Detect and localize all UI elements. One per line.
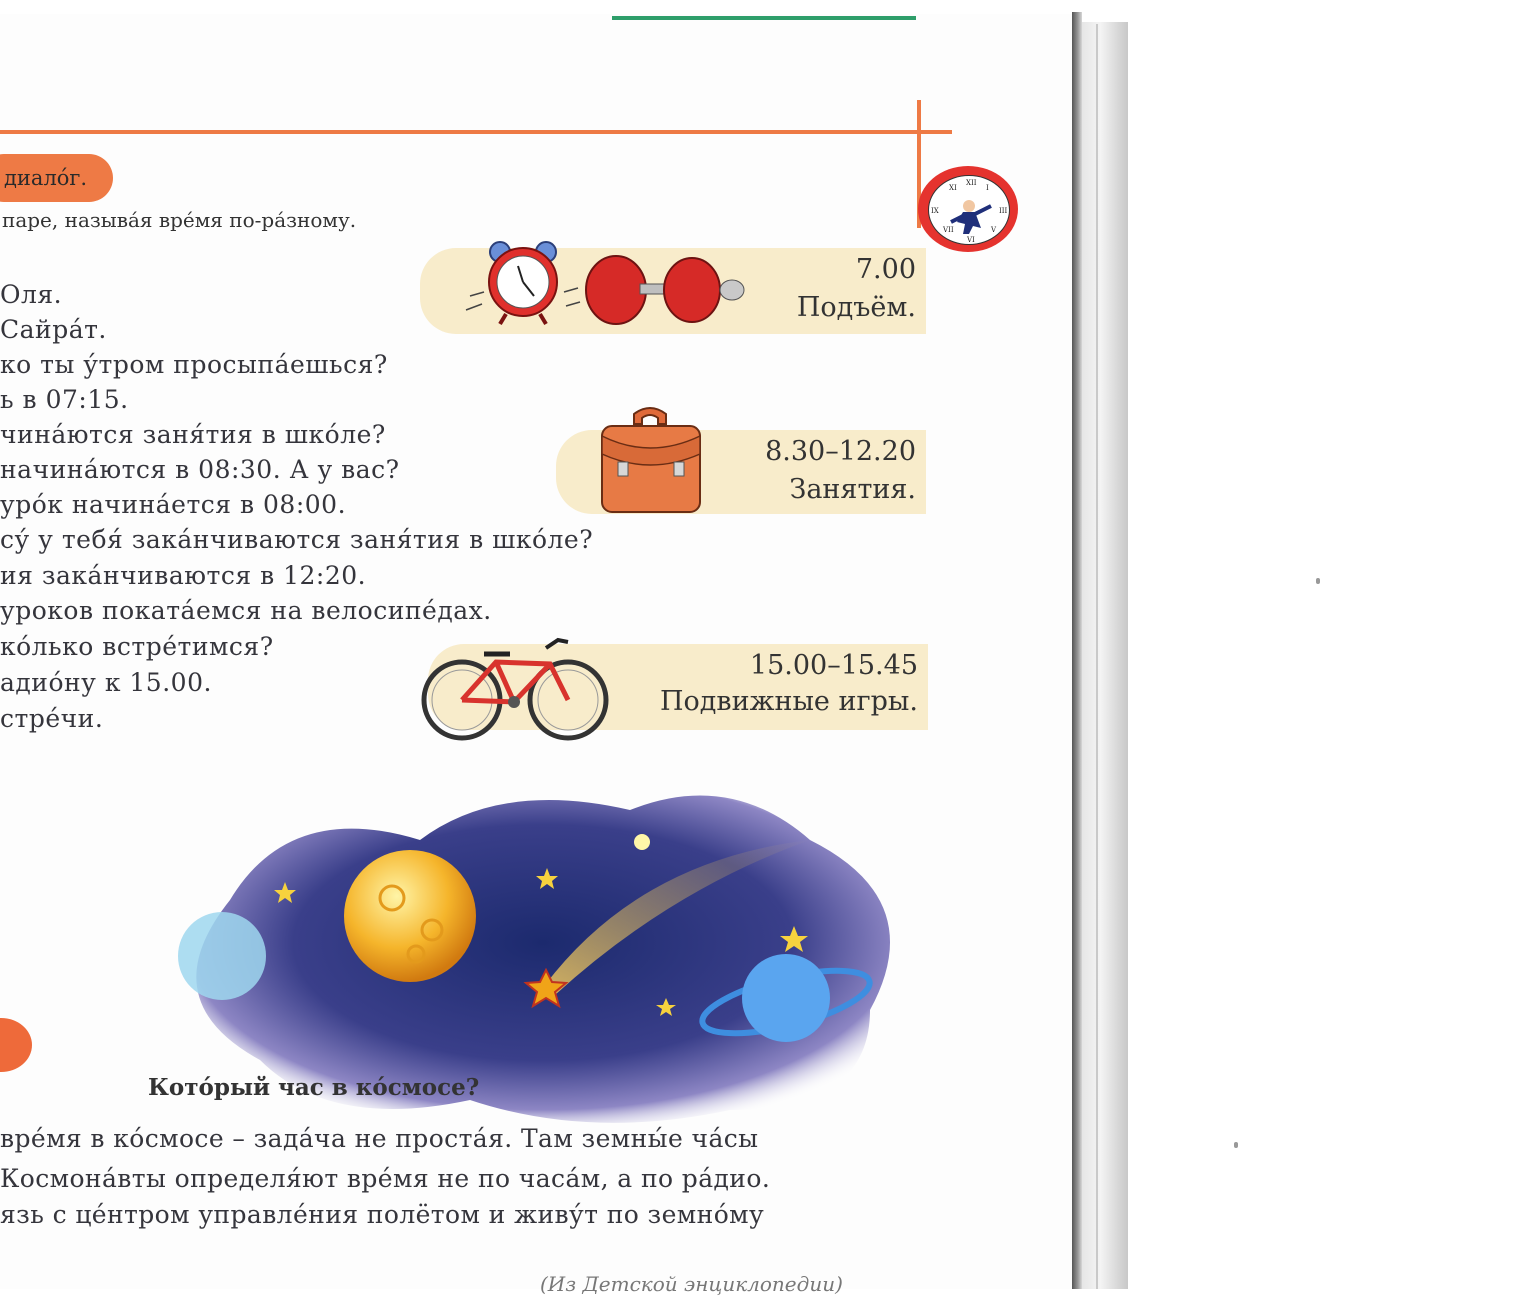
schedule-time: 7.00 bbox=[855, 254, 916, 285]
text-line: Космона́вты определя́ют вре́мя не по часа́м, а по ра́дио. bbox=[0, 1164, 771, 1193]
svg-text:XI: XI bbox=[949, 184, 957, 192]
schedule-band-classes bbox=[556, 430, 926, 514]
school-bag-icon bbox=[596, 404, 706, 516]
dialog-line: адио́ну к 15.00. bbox=[0, 668, 212, 697]
exercise-tag: диало́г. bbox=[0, 154, 113, 202]
book-cover-edge bbox=[1082, 22, 1128, 1289]
svg-text:V: V bbox=[991, 226, 997, 234]
dialog-line: начина́ются в 08:30. А у вас? bbox=[0, 455, 400, 484]
scan-speck bbox=[1234, 1142, 1238, 1148]
svg-text:III: III bbox=[999, 207, 1008, 215]
bicycle-icon bbox=[418, 632, 614, 742]
space-section-title: Кото́рый час в ко́смосе? bbox=[148, 1074, 480, 1101]
schedule-band-games bbox=[428, 644, 928, 730]
page-top-green-strip bbox=[612, 16, 916, 20]
schedule-activity: Занятия. bbox=[789, 474, 916, 505]
dialog-line: ко ты у́тром просыпа́ешься? bbox=[0, 350, 388, 379]
schedule-time: 8.30–12.20 bbox=[765, 436, 916, 467]
svg-text:I: I bbox=[986, 184, 989, 192]
dialog-line: уро́к начина́ется в 08:00. bbox=[0, 490, 347, 519]
schedule-band-wakeup bbox=[420, 248, 926, 334]
source-footnote: (Из Детской энциклопедии) bbox=[540, 1272, 843, 1296]
alarm-clock-and-dumbbell-icon bbox=[460, 238, 750, 330]
svg-text:XII: XII bbox=[966, 179, 977, 187]
svg-text:VII: VII bbox=[943, 226, 954, 234]
dialog-line: ко́лько встре́тимся? bbox=[0, 632, 274, 661]
schedule-activity: Подъём. bbox=[796, 292, 916, 323]
svg-text:IX: IX bbox=[931, 207, 939, 215]
text-line: вре́мя в ко́смосе – зада́ча не проста́я. Там земны́е ча́сы bbox=[0, 1124, 759, 1153]
text-line: язь с це́нтром управле́ния полётом и живу́т по земно́му bbox=[0, 1200, 765, 1229]
dialog-line: Сайра́т. bbox=[0, 315, 107, 344]
clock-badge-icon bbox=[918, 166, 1018, 252]
svg-text:VI: VI bbox=[967, 236, 975, 244]
dialog-line: ия зака́нчиваются в 12:20. bbox=[0, 561, 367, 590]
schedule-time: 15.00–15.45 bbox=[749, 650, 918, 681]
dialog-line: уроков поката́емся на велосипе́дах. bbox=[0, 596, 492, 625]
exercise-instruction: паре, называ́я вре́мя по-ра́зному. bbox=[2, 208, 357, 232]
dialog-line: стре́чи. bbox=[0, 704, 104, 733]
dialog-line: ь в 07:15. bbox=[0, 385, 129, 414]
section-rule-horizontal bbox=[0, 130, 952, 134]
schedule-activity: Подвижные игры. bbox=[659, 686, 918, 717]
page-binding-edge bbox=[1072, 12, 1082, 1289]
dialog-line: чина́ются заня́тия в шко́ле? bbox=[0, 420, 386, 449]
dialog-line: Оля. bbox=[0, 280, 63, 309]
scan-speck bbox=[1316, 578, 1320, 584]
dialog-line: су́ у тебя́ зака́нчиваются заня́тия в шко́ле? bbox=[0, 525, 594, 554]
cover-crease-line bbox=[1096, 24, 1098, 1289]
